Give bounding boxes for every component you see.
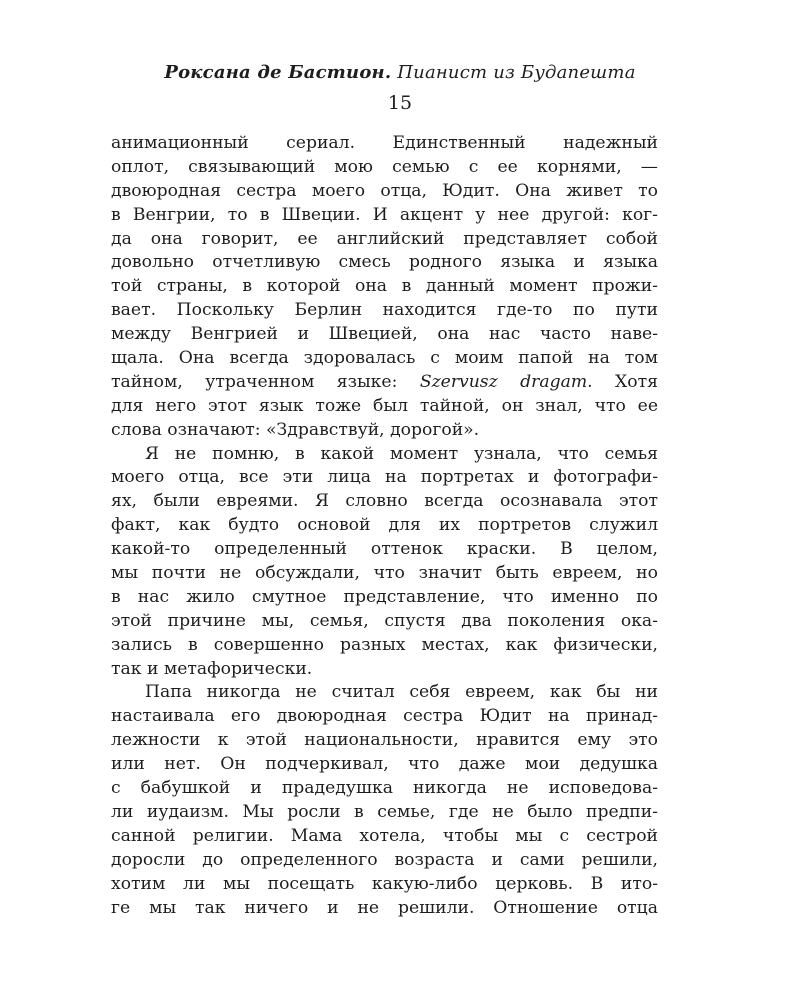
author-name: Роксана де Бастион. xyxy=(164,62,392,83)
text-line: вает. Поскольку Берлин находится где-то по пути xyxy=(111,300,658,321)
text-line: моего отца, все эти лица на портретах и фотографи- xyxy=(111,467,658,488)
text-line: да она говорит, ее английский представляет собой xyxy=(111,228,658,249)
text-line: хотим ли мы посещать какую-либо церковь. В ито- xyxy=(111,873,658,894)
text-line: ли иудаизм. Мы росли в семье, где не было предпи- xyxy=(111,801,658,822)
text-line: доросли до определенного возраста и сами решили, xyxy=(111,849,658,870)
body-text xyxy=(111,132,658,920)
text-line: двоюродная сестра моего отца, Юдит. Она живет то xyxy=(111,180,658,201)
text-line: какой-то определенный оттенок краски. В целом, xyxy=(111,539,658,560)
text-line: слова означают: «Здравствуй, дорогой». xyxy=(111,419,480,440)
text-line: так и метафорически. xyxy=(111,658,313,679)
text-line: щала. Она всегда здоровалась с моим папой на том xyxy=(111,348,658,369)
text-line: санной религии. Мама хотела, чтобы мы с сестрой xyxy=(111,825,658,846)
text-line: Я не помню, в какой момент узнала, что семья xyxy=(145,443,658,464)
text-line: Папа никогда не считал себя евреем, как бы ни xyxy=(145,682,658,703)
text-line: зались в совершенно разных местах, как физически, xyxy=(111,634,658,655)
foreign-phrase: Szervusz dragam xyxy=(419,371,588,392)
text-line: оплот, связывающий мою семью с ее корнями, — xyxy=(111,156,658,177)
text-line: в Венгрии, то в Швеции. И акцент у нее другой: ког- xyxy=(111,204,658,225)
text-line: ге мы так ничего и не решили. Отношение отца xyxy=(111,897,658,918)
text-line: ях, были евреями. Я словно всегда осознавала этот xyxy=(111,491,658,512)
text-line: анимационный сериал. Единственный надежный xyxy=(111,133,658,153)
text-line: в нас жило смутное представление, что именно по xyxy=(111,586,658,607)
text-line: той страны, в которой она в данный момент прожи- xyxy=(111,276,658,297)
text-line: между Венгрией и Швецией, она нас часто наве- xyxy=(111,324,658,345)
text-line: настаивала его двоюродная сестра Юдит на принад- xyxy=(111,706,658,727)
running-head xyxy=(0,62,800,83)
book-title: Пианист из Будапешта xyxy=(397,62,636,83)
text-line: факт, как будто основой для их портретов служил xyxy=(111,515,658,536)
text-segment: . Хотя xyxy=(587,371,658,392)
text-line: лежности к этой национальности, нравится ему это xyxy=(111,730,658,751)
text-segment: тайном, утраченном языке: xyxy=(111,371,420,392)
text-line: этой причине мы, семья, спустя два поколения ока- xyxy=(111,610,658,631)
text-line xyxy=(111,371,658,395)
text-line: для него этот язык тоже был тайной, он знал, что ее xyxy=(111,395,658,416)
text-line: с бабушкой и прадедушка никогда не исповедова- xyxy=(111,778,658,799)
page-number: 15 xyxy=(387,92,413,114)
text-line: довольно отчетливую смесь родного языка и языка xyxy=(111,252,658,273)
text-line: мы почти не обсуждали, что значит быть евреем, но xyxy=(111,563,658,584)
text-line: или нет. Он подчеркивал, что даже мои дедушка xyxy=(111,754,658,775)
